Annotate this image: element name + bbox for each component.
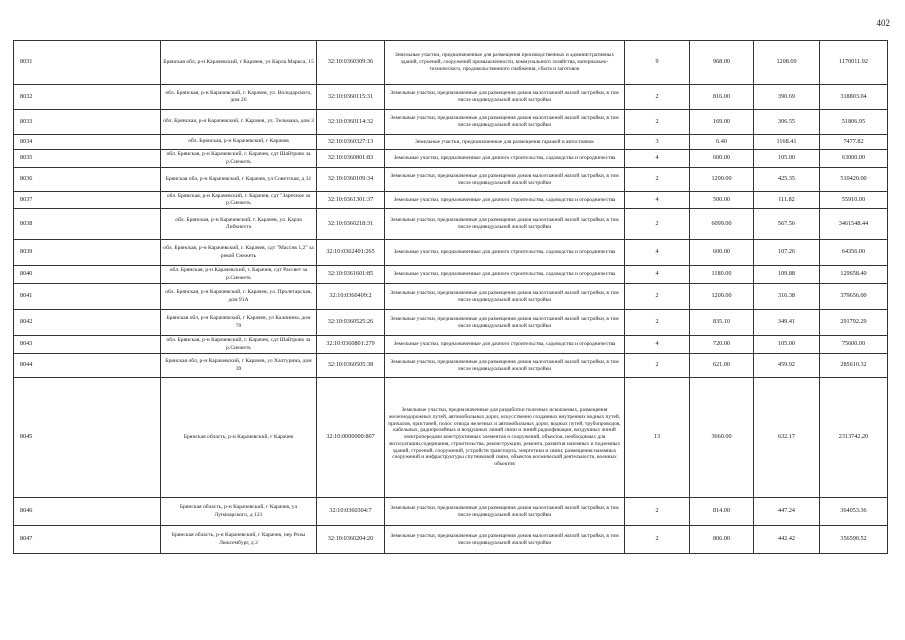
cadastral-value-cell: 75600.00 bbox=[820, 336, 888, 354]
cadastral-number-cell: 32:10:0360409:2 bbox=[317, 284, 385, 310]
table-row bbox=[14, 378, 888, 498]
cadastral-value-cell: 51806.95 bbox=[820, 110, 888, 135]
unit-value-cell: 109.88 bbox=[754, 266, 820, 284]
land-use-cell: Земельные участки, предназначенные для дачного строительства, садоводства и огородничества bbox=[385, 240, 625, 266]
unit-value-cell: 442.42 bbox=[754, 526, 820, 554]
cadastral-value-cell: 3461548.44 bbox=[820, 209, 888, 240]
address-cell: Брянская обл, р-н Карачевский, г Карачев, ул Халтурина, дом 39 bbox=[161, 354, 317, 378]
area-cell: 1180.00 bbox=[690, 266, 754, 284]
group-cell: 2 bbox=[625, 85, 690, 110]
group-cell: 2 bbox=[625, 526, 690, 554]
row-number-cell: 8044 bbox=[14, 354, 161, 378]
group-cell: 2 bbox=[625, 310, 690, 336]
unit-value-cell: 105.00 bbox=[754, 150, 820, 168]
cadastral-number-cell: 32:10:0360525:26 bbox=[317, 310, 385, 336]
group-cell: 4 bbox=[625, 240, 690, 266]
cadastral-value-cell: 1170011.92 bbox=[820, 41, 888, 85]
cadastral-value-cell: 129658.40 bbox=[820, 266, 888, 284]
area-cell: 600.00 bbox=[690, 240, 754, 266]
group-cell: 4 bbox=[625, 150, 690, 168]
land-use-cell: Земельные участки, предназначенные для дачного строительства, садоводства и огородничества bbox=[385, 336, 625, 354]
unit-value-cell: 1168.41 bbox=[754, 135, 820, 150]
cadastral-value-cell: 364053.36 bbox=[820, 498, 888, 526]
group-cell: 4 bbox=[625, 192, 690, 209]
unit-value-cell: 1208.69 bbox=[754, 41, 820, 85]
row-number-cell: 8039 bbox=[14, 240, 161, 266]
area-cell: 6.40 bbox=[690, 135, 754, 150]
row-number-cell: 8040 bbox=[14, 266, 161, 284]
row-number-cell: 8038 bbox=[14, 209, 161, 240]
cadastral-number-cell: 32:10:0360109:34 bbox=[317, 168, 385, 192]
cadastral-number-cell: 32:10:0361601:85 bbox=[317, 266, 385, 284]
address-cell: обл. Брянская, р-н Карачевский, г. Карачев, сдт Шайтрово за р.Снежеть bbox=[161, 336, 317, 354]
area-cell: 600.00 bbox=[690, 150, 754, 168]
land-use-cell: Земельные участки, предназначенные для дачного строительства, садоводства и огородничества bbox=[385, 192, 625, 209]
land-use-cell: Земельные участки, предназначенные для дачного строительства, садоводства и огородничества bbox=[385, 266, 625, 284]
area-cell: 1200.00 bbox=[690, 168, 754, 192]
table-row bbox=[14, 354, 888, 378]
land-use-cell: Земельные участки, предназначенные для размещения домов малоэтажной жилой застройки, в том числе индивидуальной жилой застройки bbox=[385, 284, 625, 310]
group-cell: 4 bbox=[625, 266, 690, 284]
cadastral-number-cell: 32:10:0362401:265 bbox=[317, 240, 385, 266]
cadastral-value-cell: 55910.00 bbox=[820, 192, 888, 209]
cadastral-value-cell: 285610.32 bbox=[820, 354, 888, 378]
cadastral-number-cell: 32:10:0360304:7 bbox=[317, 498, 385, 526]
unit-value-cell: 425.35 bbox=[754, 168, 820, 192]
row-number-cell: 8041 bbox=[14, 284, 161, 310]
row-number-cell: 8037 bbox=[14, 192, 161, 209]
cadastral-number-cell: 32:10:0360505:38 bbox=[317, 354, 385, 378]
row-number-cell: 8031 bbox=[14, 41, 161, 85]
table-row bbox=[14, 526, 888, 554]
area-cell: 816.00 bbox=[690, 85, 754, 110]
table-row bbox=[14, 336, 888, 354]
address-cell: Брянская область, р-н Карачевский, г Карачев, пер Розы Люксембург, д 2 bbox=[161, 526, 317, 554]
cadastral-number-cell: 32:10:0360309:36 bbox=[317, 41, 385, 85]
group-cell: 2 bbox=[625, 209, 690, 240]
group-cell: 9 bbox=[625, 41, 690, 85]
area-cell: 3660.00 bbox=[690, 378, 754, 498]
land-use-cell: Земельные участки, предназначенные для размещения производственных и административных зданий, строений, сооружений промышленности, коммунального хозяйства, материально-технического, продовольственного снабжения, сбыта и заготовок bbox=[385, 41, 625, 85]
table-row bbox=[14, 240, 888, 266]
unit-value-cell: 111.82 bbox=[754, 192, 820, 209]
cadastral-number-cell: 32:10:0000000:807 bbox=[317, 378, 385, 498]
row-number-cell: 8043 bbox=[14, 336, 161, 354]
unit-value-cell: 105.00 bbox=[754, 336, 820, 354]
area-cell: 621.00 bbox=[690, 354, 754, 378]
cadastral-number-cell: 32:10:0360218:31 bbox=[317, 209, 385, 240]
address-cell: Брянская обл, р-н Карачевский, г Карачев, ул Карла Маркса, 15 bbox=[161, 41, 317, 85]
unit-value-cell: 349.41 bbox=[754, 310, 820, 336]
cadastral-value-cell: 510420.00 bbox=[820, 168, 888, 192]
cadastral-number-cell: 32:10:0360204:20 bbox=[317, 526, 385, 554]
table-row bbox=[14, 284, 888, 310]
address-cell: Брянская обл, р-н Карачевский, г Карачев, ул Калинина, дом 70 bbox=[161, 310, 317, 336]
row-number-cell: 8036 bbox=[14, 168, 161, 192]
area-cell: 1200.00 bbox=[690, 284, 754, 310]
unit-value-cell: 459.92 bbox=[754, 354, 820, 378]
group-cell: 2 bbox=[625, 110, 690, 135]
table-row bbox=[14, 168, 888, 192]
cadastral-number-cell: 32:10:0360327:13 bbox=[317, 135, 385, 150]
land-use-cell: Земельные участки, предназначенные для размещения домов малоэтажной жилой застройки, в том числе индивидуальной жилой застройки bbox=[385, 110, 625, 135]
cadastral-value-cell: 2313742.20 bbox=[820, 378, 888, 498]
table-row bbox=[14, 85, 888, 110]
table-row bbox=[14, 266, 888, 284]
land-use-cell: Земельные участки, предназначенные для размещения домов малоэтажной жилой застройки, в том числе индивидуальной жилой застройки bbox=[385, 310, 625, 336]
table-row bbox=[14, 41, 888, 85]
table-row bbox=[14, 135, 888, 150]
cadastral-number-cell: 32:10:0360115:31 bbox=[317, 85, 385, 110]
cadastral-number-cell: 32:10:0360114:32 bbox=[317, 110, 385, 135]
area-cell: 6099.00 bbox=[690, 209, 754, 240]
land-use-cell: Земельные участки, предназначенные для размещения домов малоэтажной жилой застройки, в том числе индивидуальной жилой застройки bbox=[385, 498, 625, 526]
row-number-cell: 8047 bbox=[14, 526, 161, 554]
address-cell: обл. Брянская, р-н Карачевский, г. Карачев, сдт "Массив 1,2" за рекой Снежеть bbox=[161, 240, 317, 266]
land-use-cell: Земельные участки, предназначенные для размещения гаражей и автостоянок bbox=[385, 135, 625, 150]
cadastral-value-cell: 318803.04 bbox=[820, 85, 888, 110]
unit-value-cell: 316.38 bbox=[754, 284, 820, 310]
address-cell: обл. Брянская, р-н Карачевский, г. Карачев, сдт Рассвет за р.Снежеть bbox=[161, 266, 317, 284]
table-row bbox=[14, 310, 888, 336]
group-cell: 4 bbox=[625, 336, 690, 354]
address-cell: обл. Брянская, р-н Карачевский, г. Карачев, ул. Карла Либкнехта bbox=[161, 209, 317, 240]
cadastral-value-cell: 63000.00 bbox=[820, 150, 888, 168]
table-row bbox=[14, 110, 888, 135]
table-row bbox=[14, 150, 888, 168]
table-row bbox=[14, 498, 888, 526]
land-use-cell: Земельные участки, предназначенные для разработки полезных ископаемых, размещения железнодорожных путей, автомобильных дорог, искусственно созданных внутренних водных путей, причалов, пристаней, полос отвода железных и автомобильных дорог, водных путей, трубопроводов, кабельных, радиорелейных и воздушных линий связи и линий радиофикации, воздушных линий электропередачи конструктивных элементов и сооружений, объектов, необходимых для эксплуатации,содержания, строительства, реконструкции, ремонта, развития наземных и подземных зданий, строений, сооружений, устройств транспорта, энергетики и связи; размещения наземных сооружений и инфраструктуры спутниковой связи, объектов космической деятельности, военных объектов bbox=[385, 378, 625, 498]
unit-value-cell: 107.26 bbox=[754, 240, 820, 266]
cadastral-number-cell: 32:10:0360801:83 bbox=[317, 150, 385, 168]
address-cell: Брянская область, р-н Карачевский, г Карачев, ул Луначарского, д 121 bbox=[161, 498, 317, 526]
cadastral-value-cell: 379656.00 bbox=[820, 284, 888, 310]
land-use-cell: Земельные участки, предназначенные для размещения домов малоэтажной жилой застройки, в том числе индивидуальной жилой застройки bbox=[385, 85, 625, 110]
group-cell: 2 bbox=[625, 354, 690, 378]
group-cell: 13 bbox=[625, 378, 690, 498]
row-number-cell: 8033 bbox=[14, 110, 161, 135]
area-cell: 500.00 bbox=[690, 192, 754, 209]
row-number-cell: 8042 bbox=[14, 310, 161, 336]
row-number-cell: 8046 bbox=[14, 498, 161, 526]
land-use-cell: Земельные участки, предназначенные для размещения домов малоэтажной жилой застройки, в том числе индивидуальной жилой застройки bbox=[385, 526, 625, 554]
address-cell: обл. Брянская, р-н Карачевский, г. Карачев, ул. Пролетарская, дом 91А bbox=[161, 284, 317, 310]
cadastral-value-cell: 356590.52 bbox=[820, 526, 888, 554]
unit-value-cell: 632.17 bbox=[754, 378, 820, 498]
unit-value-cell: 567.56 bbox=[754, 209, 820, 240]
row-number-cell: 8045 bbox=[14, 378, 161, 498]
unit-value-cell: 447.24 bbox=[754, 498, 820, 526]
address-cell: обл. Брянская, р-н Карачевский, г. Карачев, сдт "Заречное за р.Снежеть bbox=[161, 192, 317, 209]
group-cell: 2 bbox=[625, 168, 690, 192]
unit-value-cell: 390.69 bbox=[754, 85, 820, 110]
area-cell: 968.00 bbox=[690, 41, 754, 85]
cadastral-value-cell: 291792.29 bbox=[820, 310, 888, 336]
area-cell: 835.10 bbox=[690, 310, 754, 336]
area-cell: 806.00 bbox=[690, 526, 754, 554]
cadastral-table bbox=[13, 40, 888, 554]
address-cell: обл. Брянская, р-н Карачевский, г Карачев bbox=[161, 135, 317, 150]
table-body bbox=[14, 41, 888, 554]
group-cell: 2 bbox=[625, 498, 690, 526]
address-cell: обл. Брянская, р-н Карачевский, г. Карачев, ул. Тельмана, дом 3 bbox=[161, 110, 317, 135]
group-cell: 2 bbox=[625, 284, 690, 310]
address-cell: обл. Брянская, р-н Карачевский, г. Карачев, сдт Шайтрово за р.Снежеть bbox=[161, 150, 317, 168]
land-use-cell: Земельные участки, предназначенные для размещения домов малоэтажной жилой застройки, в том числе индивидуальной жилой застройки bbox=[385, 354, 625, 378]
cadastral-value-cell: 7477.82 bbox=[820, 135, 888, 150]
land-use-cell: Земельные участки, предназначенные для размещения домов малоэтажной жилой застройки, в том числе индивидуальной жилой застройки bbox=[385, 209, 625, 240]
table-row bbox=[14, 209, 888, 240]
row-number-cell: 8032 bbox=[14, 85, 161, 110]
area-cell: 720.00 bbox=[690, 336, 754, 354]
address-cell: Брянская обл, р-н Карачевский, г Карачев, ул Советская, д 31 bbox=[161, 168, 317, 192]
table-row bbox=[14, 192, 888, 209]
address-cell: Брянская область, р-н Карачевский, г Карачев bbox=[161, 378, 317, 498]
land-use-cell: Земельные участки, предназначенные для размещения домов малоэтажной жилой застройки, в том числе индивидуальной жилой застройки bbox=[385, 168, 625, 192]
area-cell: 169.00 bbox=[690, 110, 754, 135]
cadastral-number-cell: 32:10:0361301:37 bbox=[317, 192, 385, 209]
page-number: 402 bbox=[876, 18, 890, 28]
cadastral-value-cell: 64356.00 bbox=[820, 240, 888, 266]
row-number-cell: 8035 bbox=[14, 150, 161, 168]
unit-value-cell: 306.55 bbox=[754, 110, 820, 135]
address-cell: обл. Брянская, р-н Карачевский, г. Карачев, ул. Володарского, дом 26 bbox=[161, 85, 317, 110]
area-cell: 814.00 bbox=[690, 498, 754, 526]
row-number-cell: 8034 bbox=[14, 135, 161, 150]
group-cell: 3 bbox=[625, 135, 690, 150]
land-use-cell: Земельные участки, предназначенные для дачного строительства, садоводства и огородничества bbox=[385, 150, 625, 168]
cadastral-number-cell: 32:10:0360801:279 bbox=[317, 336, 385, 354]
